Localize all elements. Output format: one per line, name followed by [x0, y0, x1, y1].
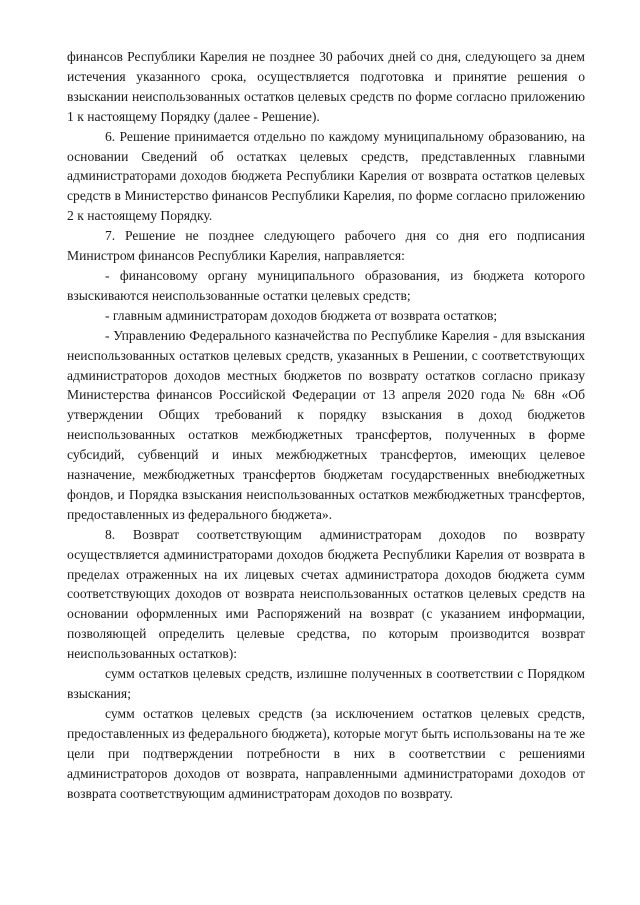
paragraph-item-8: 8. Возврат соответствующим администраторам доходов по возврату осуществляется администраторами доходов бюджета Республики Карелия от возврата в пределах отраженных на их лицевых счетах администратора доходов бюджета сумм соответствующих доходов от возврата неиспользованных остатков целевых средств на основании оформленных ими Распоряжений на возврат (с указанием информации, позволяющей определить целевые средства, по которым производится возврат неиспользованных остатков):: [67, 526, 585, 662]
list-item-excess-amounts: сумм остатков целевых средств, излишне полученных в соответствии с Порядком взыскания;: [67, 666, 585, 701]
list-item-financial-body: - финансовому органу муниципального образования, из бюджета которого взыскиваются неиспользованные остатки целевых средств;: [67, 267, 585, 303]
document-page: [67, 47, 585, 803]
paragraph-item-6: 6. Решение принимается отдельно по каждому муниципальному образованию, на основании Сведений об остатках целевых средств, представленных главными администраторами доходов бюджета Республики Карелия от возврата остатков целевых средств в Министерство финансов Республики Карелия, по форме согласно приложению 2 к настоящему Порядку.: [67, 128, 585, 224]
list-item-reusable-amounts: сумм остатков целевых средств (за исключением остатков целевых средств, предоставленных из федерального бюджета), которые могут быть использованы на те же цели при подтверждении потребности в них в соответствии с решениями администраторов доходов от возврата, направленными администраторами доходов от возврата соответствующим администраторам доходов по возврату.: [67, 705, 585, 801]
paragraph-continuation: финансов Республики Карелия не позднее 30 рабочих дней со дня, следующего за днем истечения указанного срока, осуществляется подготовка и принятие решения о взыскании неиспользованных остатков целевых средств по форме согласно приложению 1 к настоящему Порядку (далее - Решение).: [67, 49, 585, 124]
paragraph-item-7: 7. Решение не позднее следующего рабочего дня со дня его подписания Министром финансов Республики Карелия, направляется:: [67, 228, 585, 264]
list-item-chief-administrators: - главным администраторам доходов бюджета от возврата остатков;: [105, 307, 498, 323]
list-item-treasury: - Управлению Федерального казначейства по Республике Карелия - для взыскания неиспользованных остатков целевых средств, указанных в Решении, с соответствующих администраторов доходов местных бюджетов по возврату остатков согласно приказу Министерства финансов Российской Федерации от 13 апреля 2020 года № 68н «Об утверждении Общих требований к порядку взыскания в доход бюджетов неиспользованных остатков межбюджетных трансфертов, полученных в форме субсидий, субвенций и иных межбюджетных трансфертов, имеющих целевое назначение, межбюджетных трансфертов бюджетам государственных внебюджетных фондов, и Порядка взыскания неиспользованных остатков межбюджетных трансфертов, предоставленных из федерального бюджета».: [67, 327, 585, 522]
